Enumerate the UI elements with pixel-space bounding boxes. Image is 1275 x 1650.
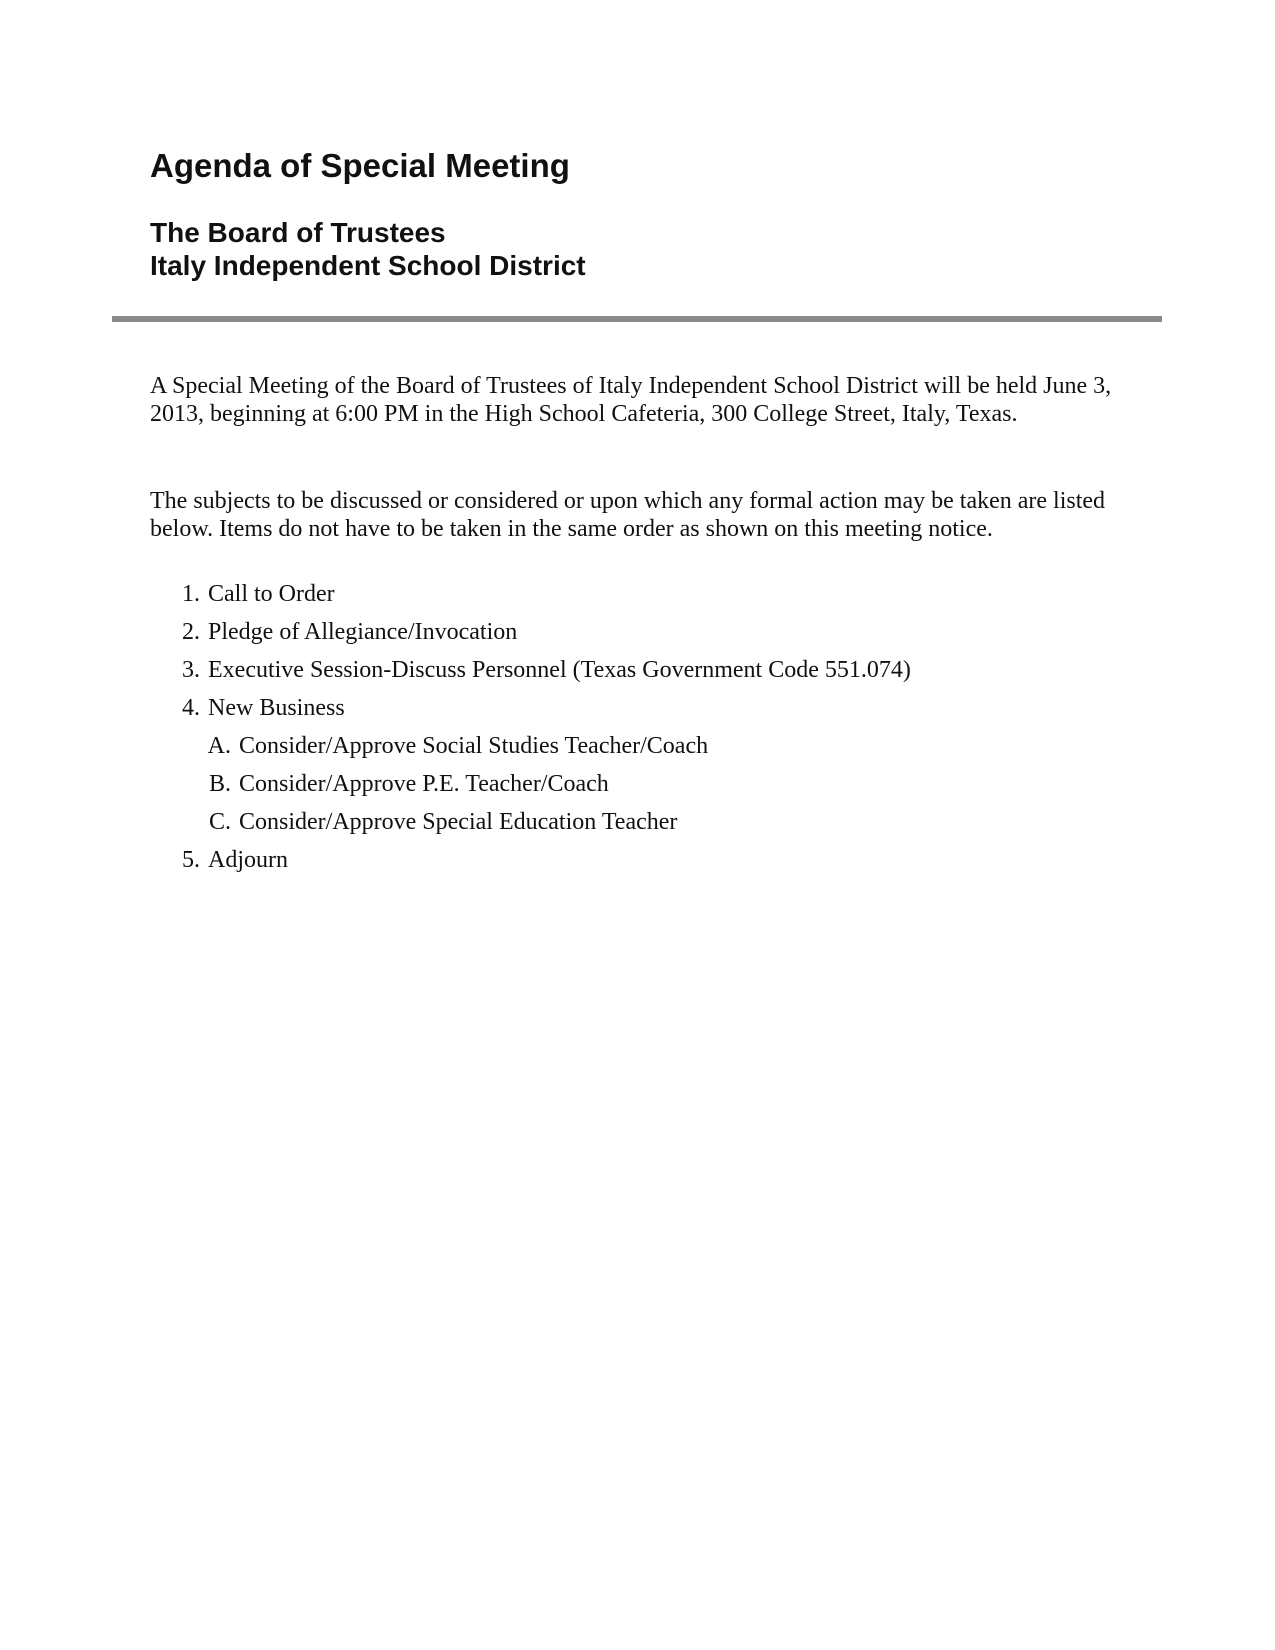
agenda-item-text: Pledge of Allegiance/Invocation — [208, 619, 518, 645]
agenda-item-number: 5. — [182, 847, 200, 873]
agenda-subitem-text: Consider/Approve P.E. Teacher/Coach — [239, 771, 609, 797]
subtitle-line-board: The Board of Trustees — [150, 217, 446, 248]
agenda-subitem — [150, 765, 1150, 803]
agenda-item-number: 1. — [182, 581, 200, 607]
agenda-subitem — [150, 727, 1150, 765]
agenda-item-text: Adjourn — [208, 847, 288, 873]
agenda-item — [150, 841, 1150, 879]
subtitle-line-district: Italy Independent School District — [150, 250, 586, 281]
agenda-item-text: Call to Order — [208, 581, 335, 607]
meeting-notice-paragraph: A Special Meeting of the Board of Trustees of Italy Independent School District will be held June 3, 2013, beginning at 6:00 PM in the High School Cafeteria, 300 College Street, Italy, Texas. — [150, 373, 1112, 427]
agenda-item-number: 2. — [182, 619, 200, 645]
agenda-list — [150, 575, 1150, 879]
subjects-paragraph: The subjects to be discussed or considered or upon which any formal action may be taken are listed below. Items do not have to be taken in the same order as shown on this meeting notice. — [150, 488, 1106, 542]
agenda-item — [150, 613, 1150, 651]
agenda-item-text: New Business — [208, 695, 345, 721]
agenda-subitem-letter: A. — [207, 733, 231, 759]
agenda-item-number: 3. — [182, 657, 200, 683]
agenda-subitem-text: Consider/Approve Special Education Teacher — [239, 809, 678, 835]
agenda-item-text: Executive Session-Discuss Personnel (Texas Government Code 551.074) — [208, 657, 911, 683]
agenda-subitem-letter: C. — [208, 809, 231, 835]
agenda-item-number: 4. — [182, 695, 200, 721]
agenda-item — [150, 651, 1150, 689]
document-subtitle — [150, 216, 586, 282]
agenda-item — [150, 689, 1150, 727]
agenda-subitem-letter: B. — [208, 771, 231, 797]
document-title: Agenda of Special Meeting — [150, 147, 570, 184]
header-divider — [112, 316, 1162, 322]
agenda-subitem-text: Consider/Approve Social Studies Teacher/Coach — [239, 733, 709, 759]
agenda-item — [150, 575, 1150, 613]
agenda-subitem — [150, 803, 1150, 841]
